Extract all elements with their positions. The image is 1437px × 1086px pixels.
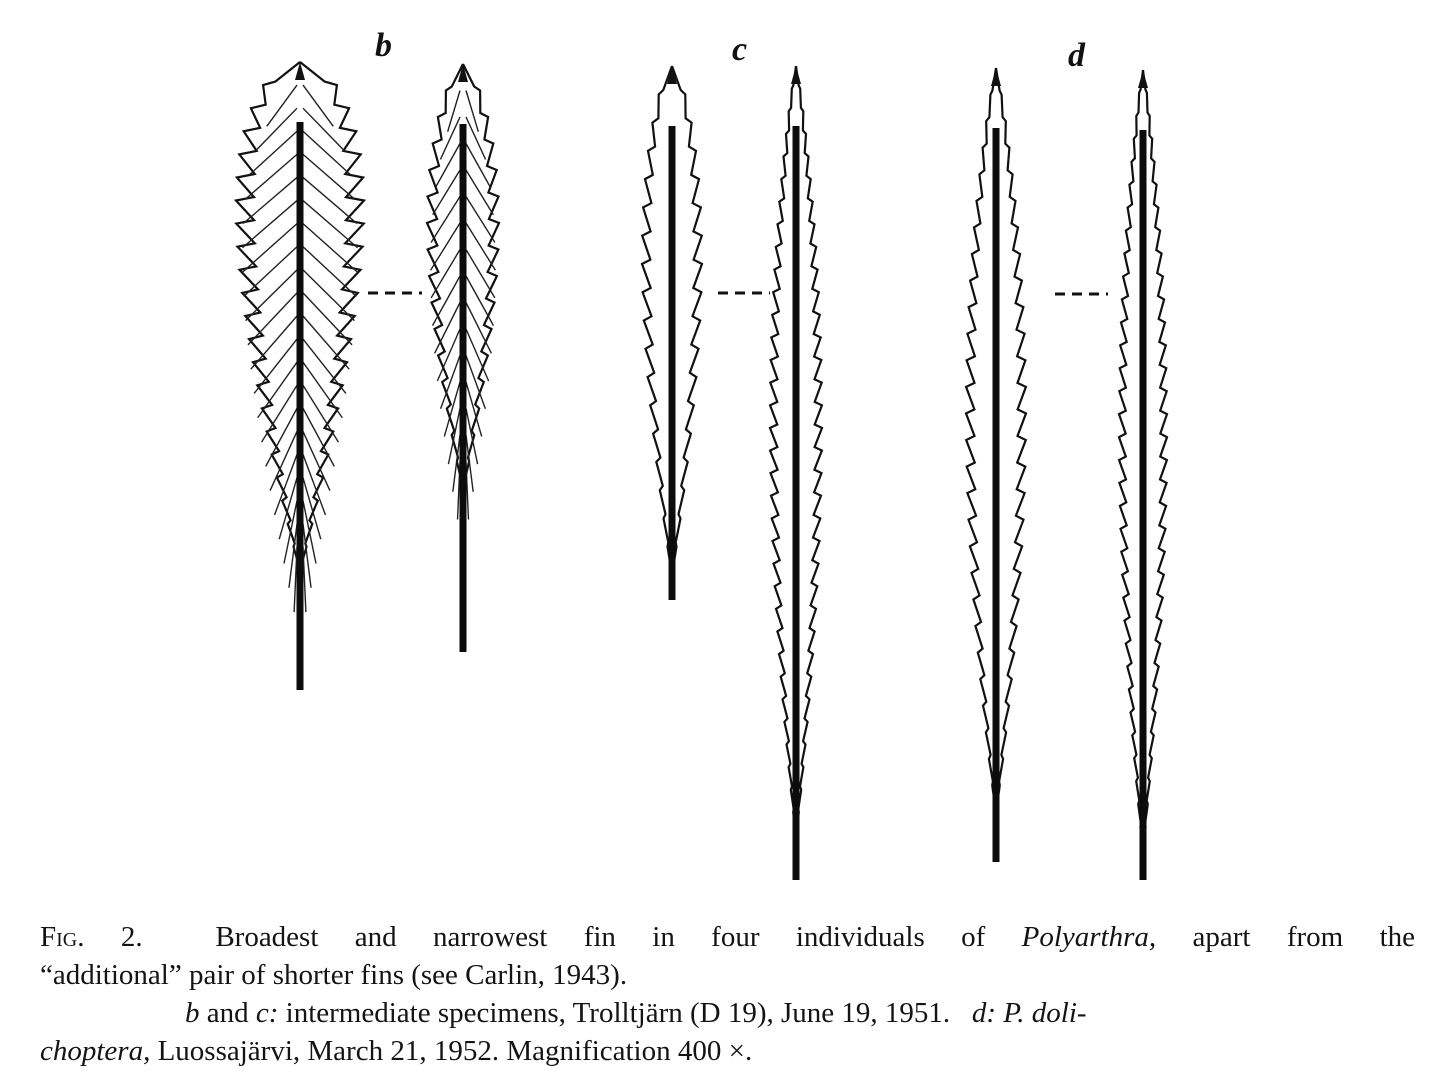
genus-name: Polyarthra, <box>1021 921 1157 953</box>
fin-striation <box>303 339 346 393</box>
fin-striation <box>244 247 297 297</box>
fin-outline <box>642 66 672 599</box>
fin-striation <box>258 362 297 418</box>
fin-striation <box>303 316 349 369</box>
fin-striation <box>249 131 297 175</box>
fin-striation <box>303 270 354 321</box>
fin-outline <box>463 64 499 511</box>
caption-text-1b: apart from the <box>1192 921 1415 953</box>
fin-striation <box>254 339 297 393</box>
fin-striation <box>245 154 297 199</box>
caption-line-4 <box>40 1032 1415 1070</box>
fin-b-broadest <box>236 62 364 690</box>
fin-d-narrowest <box>1119 70 1167 880</box>
fin-striation <box>303 224 357 272</box>
caption-and: and <box>206 997 249 1029</box>
fin-striation <box>466 91 478 132</box>
fin-striation <box>242 201 297 248</box>
species-name: choptera, <box>40 1035 151 1067</box>
specimen-c: c: <box>255 997 279 1029</box>
panel-label-c: c <box>732 31 748 68</box>
fin-striation <box>267 85 297 126</box>
fin-outline <box>236 62 300 590</box>
fin-striation <box>303 177 357 223</box>
fin-striation <box>303 201 358 248</box>
figure-number: Fig. 2. <box>40 921 143 953</box>
fin-striation <box>303 85 333 126</box>
fin-striation <box>256 108 297 150</box>
fin-striation <box>303 293 352 345</box>
fin-c-narrowest <box>770 66 822 880</box>
panel-label-b: b <box>375 27 392 64</box>
fin-outline <box>796 66 822 854</box>
fin-tip <box>791 66 801 84</box>
figure-caption <box>40 918 1415 1070</box>
fin-outline <box>300 62 364 590</box>
fin-b-narrowest <box>427 64 499 652</box>
fin-striation <box>303 154 355 199</box>
fin-striation <box>303 362 342 418</box>
caption-text-3: intermediate specimens, Trolltjärn (D 19), June 19, 1951. <box>285 997 951 1029</box>
caption-text-1: Broadest and narrowest fin in four individuals of <box>215 921 986 953</box>
fin-striation <box>243 224 297 272</box>
caption-line-1 <box>40 918 1415 956</box>
fin-striation <box>303 247 356 297</box>
panel-label-d: d <box>1068 37 1085 74</box>
specimen-b: b <box>185 997 200 1029</box>
fin-striation <box>303 431 330 490</box>
fin-outline <box>966 68 996 835</box>
fin-striation <box>246 270 297 321</box>
fin-tip <box>991 68 1001 86</box>
caption-line-3 <box>40 994 1415 1032</box>
fin-outline <box>770 66 796 854</box>
fin-c-broadest <box>642 66 702 600</box>
fin-striation <box>270 431 297 490</box>
fin-outline <box>672 66 702 599</box>
fin-striation <box>243 177 297 223</box>
caption-text-4: Luossajärvi, March 21, 1952. Magnification 400 ×. <box>157 1035 753 1067</box>
fin-outline <box>996 68 1026 835</box>
fin-striation <box>448 91 460 132</box>
fin-striation <box>303 108 344 150</box>
caption-line-2: “additional” pair of shorter fins (see Carlin, 1943). <box>40 959 628 991</box>
fin-outline <box>1119 70 1143 870</box>
fin-striation <box>248 293 297 345</box>
fin-d-broadest <box>966 68 1026 862</box>
fin-striation <box>303 131 351 175</box>
fin-tip <box>1138 70 1148 88</box>
fin-striation <box>251 316 297 369</box>
fin-outline <box>427 64 463 511</box>
fin-outline <box>1143 70 1167 870</box>
specimen-d: d: P. doli- <box>971 997 1087 1029</box>
